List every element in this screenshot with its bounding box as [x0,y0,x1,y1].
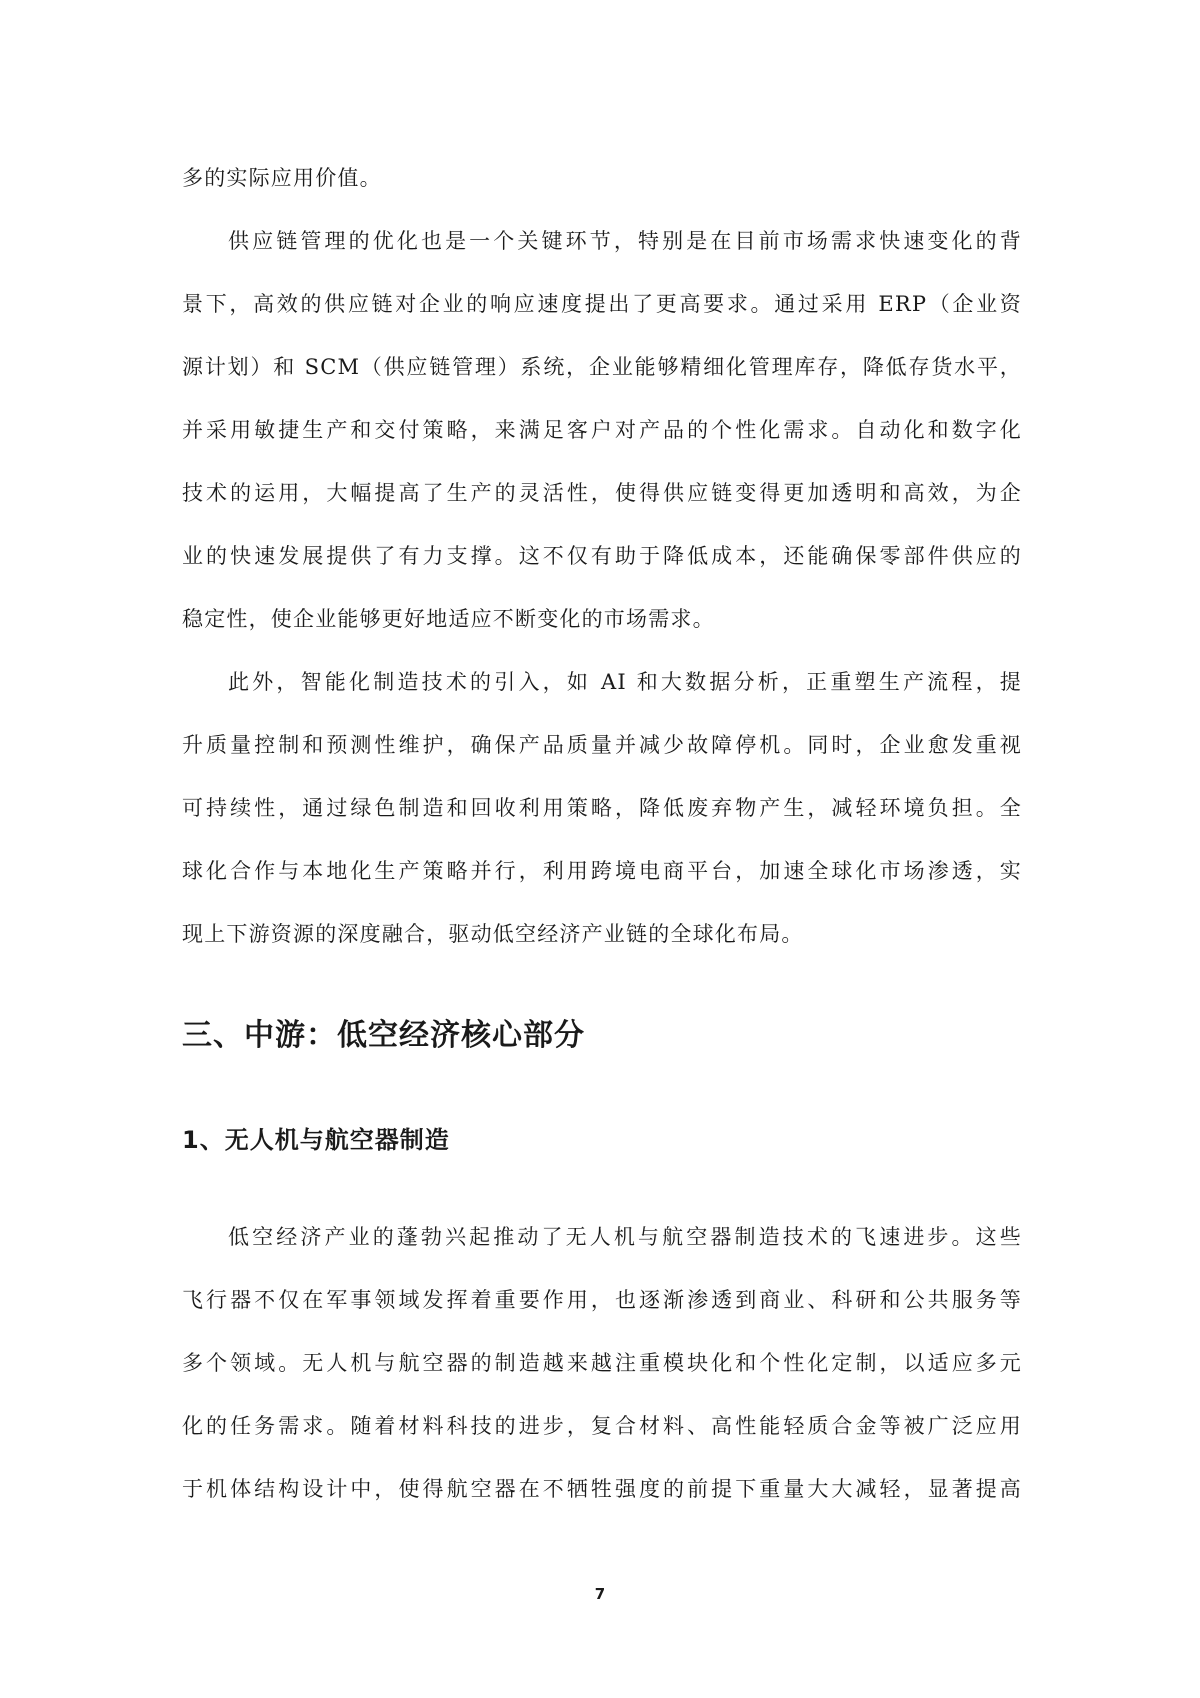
paragraph-3-line: 升质量控制和预测性维护，确保产品质量并减少故障停机。同时，企业愈发重视 [182,733,1022,757]
section-heading: 三、中游：低空经济核心部分 [182,1018,585,1053]
paragraph-2-line: 技术的运用，大幅提高了生产的灵活性，使得供应链变得更加透明和高效，为企 [182,481,1022,505]
paragraph-3-line: 此外，智能化制造技术的引入，如 AI 和大数据分析，正重塑生产流程，提 [228,670,1022,694]
paragraph-2-line: 并采用敏捷生产和交付策略，来满足客户对产品的个性化需求。自动化和数字化 [182,418,1022,442]
paragraph-3-line: 可持续性，通过绿色制造和回收利用策略，降低废弃物产生，减轻环境负担。全 [182,796,1022,820]
paragraph-2-line: 供应链管理的优化也是一个关键环节，特别是在目前市场需求快速变化的背 [228,229,1022,253]
paragraph-4-line: 多个领域。无人机与航空器的制造越来越注重模块化和个性化定制，以适应多元 [182,1351,1022,1375]
page-number: 7 [594,1585,606,1603]
paragraph-4-line: 于机体结构设计中，使得航空器在不牺牲强度的前提下重量大大减轻，显著提高 [182,1477,1022,1501]
paragraph-4-line: 低空经济产业的蓬勃兴起推动了无人机与航空器制造技术的飞速进步。这些 [228,1225,1022,1249]
paragraph-3-line: 球化合作与本地化生产策略并行，利用跨境电商平台，加速全球化市场渗透，实 [182,859,1022,883]
paragraph-4-line: 化的任务需求。随着材料科技的进步，复合材料、高性能轻质合金等被广泛应用 [182,1414,1022,1438]
paragraph-3-line: 现上下游资源的深度融合，驱动低空经济产业链的全球化布局。 [182,922,804,946]
paragraph-2-line: 稳定性，使企业能够更好地适应不断变化的市场需求。 [182,607,715,631]
paragraph-2-line: 景下，高效的供应链对企业的响应速度提出了更高要求。通过采用 ERP（企业资 [182,292,1022,316]
paragraph-1-line: 多的实际应用价值。 [182,166,382,190]
paragraph-2-line: 业的快速发展提供了有力支撑。这不仅有助于降低成本，还能确保零部件供应的 [182,544,1022,568]
paragraph-4-line: 飞行器不仅在军事领域发挥着重要作用，也逐渐渗透到商业、科研和公共服务等 [182,1288,1022,1312]
subsection-heading: 1、无人机与航空器制造 [182,1126,450,1154]
paragraph-2-line: 源计划）和 SCM（供应链管理）系统，企业能够精细化管理库存，降低存货水平， [182,355,1022,379]
